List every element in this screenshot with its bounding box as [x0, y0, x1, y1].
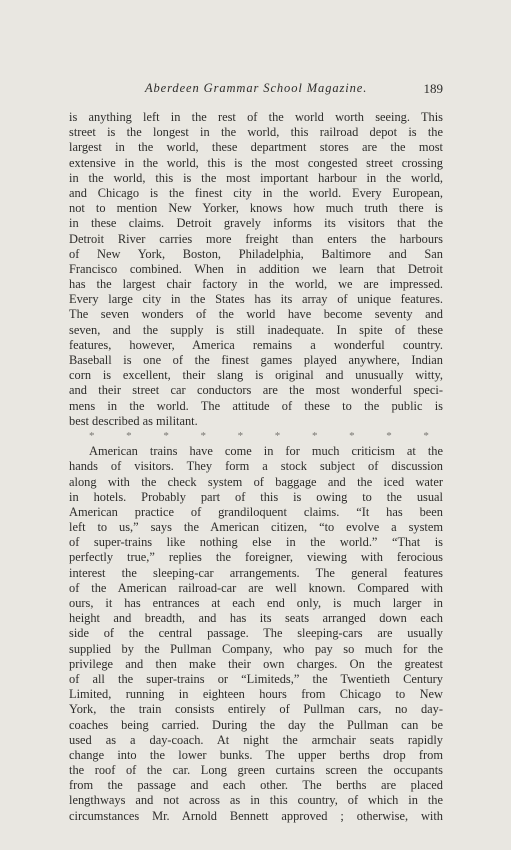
text-line: in these claims. Detroit gravely informs its visitors that the [69, 216, 443, 231]
text-line: privilege and then make their own charges. On the greatest [69, 656, 443, 671]
text-line: and Chicago is the finest city in the world. Every European, [69, 185, 443, 200]
text-line: interest the sleeping-car arrangements. The general features [69, 565, 443, 580]
text-line: height and breadth, and has its seats arranged down each [69, 611, 443, 626]
separator-asterisk: * [349, 429, 355, 442]
text-line: hands of visitors. They form a stock subject of discussion [69, 459, 443, 474]
text-line: the roof of the car. Long green curtains screen the occupants [69, 763, 443, 778]
section-separator [69, 429, 443, 444]
text-line: used as a day-coach. At night the armchair seats rapidly [69, 732, 443, 747]
text-line: in the world, this is the most important harbour in the world, [69, 170, 443, 185]
text-line: The seven wonders of the world have become seventy and [69, 307, 443, 322]
text-line: Detroit River carries more freight than enters the harbours [69, 231, 443, 246]
text-line: has the largest chair factory in the world, we are impressed. [69, 277, 443, 292]
separator-asterisk: * [89, 429, 95, 442]
text-line: American practice of grandiloquent claims. “It has been [69, 504, 443, 519]
page-number: 189 [423, 81, 443, 96]
text-line: circumstances Mr. Arnold Bennett approved ; otherwise, with [69, 808, 443, 823]
text-line: side of the central passage. The sleeping-cars are usually [69, 626, 443, 641]
separator-asterisk: * [423, 429, 429, 442]
separator-asterisk: * [274, 429, 281, 442]
text-line: change into the lower bunks. The upper berths drop from [69, 747, 443, 762]
text-line: largest in the world, these department stores are the most [69, 140, 443, 155]
text-line: and their street car conductors are the most wonderful speci- [69, 383, 443, 398]
text-line: corn is excellent, their slang is original and unusually witty, [69, 368, 443, 383]
running-header [69, 81, 447, 101]
text-line: ours, it has entrances at each end only, is much larger in [69, 596, 443, 610]
separator-asterisk: * [237, 429, 244, 442]
text-line: York, the train consists entirely of Pullman cars, no day- [69, 702, 443, 717]
article-body [69, 110, 443, 824]
text-line: seven, and the supply is still inadequate. In spite of these [69, 322, 443, 337]
text-line: along with the check system of baggage and the iced water [69, 474, 443, 489]
text-line: of the American railroad-car are well known. Compared with [69, 580, 443, 595]
separator-asterisk: * [386, 429, 392, 442]
text-line: mens in the world. The attitude of these to the public is [69, 398, 443, 413]
text-line: of all the super-trains or “Limiteds,” the Twentieth Century [69, 671, 443, 686]
text-line: from the passage and each other. The berths are placed [69, 778, 443, 793]
text-line: left to us,” says the American citizen, “to evolve a system [69, 520, 443, 535]
text-line: in hotels. Probably part of this is owing to the usual [69, 489, 443, 504]
text-line: street is the longest in the world, this railroad depot is the [69, 125, 443, 140]
text-line: features, however, America remains a wonderful country. [69, 337, 443, 352]
text-line: of super-trains like nothing else in the world.” “That is [69, 535, 443, 550]
text-line: lengthways and not across as in this country, of which in the [69, 793, 443, 808]
text-line: Every large city in the States has its array of unique features. [69, 292, 443, 307]
text-line: Limited, running in eighteen hours from Chicago to New [69, 687, 443, 702]
separator-asterisk: * [200, 429, 206, 442]
separator-asterisk: * [163, 429, 169, 442]
text-line: supplied by the Pullman Company, who pay so much for the [69, 641, 443, 656]
text-line: Francisco combined. When in addition we learn that Detroit [69, 261, 443, 276]
text-line: is anything left in the rest of the world worth seeing. This [69, 110, 443, 124]
text-line: Baseball is one of the finest games played anywhere, Indian [69, 353, 443, 367]
text-line: not to mention New Yorker, knows how much truth there is [69, 201, 443, 216]
text-line: of New York, Boston, Philadelphia, Baltimore and San [69, 246, 443, 261]
text-line: extensive in the world, this is the most congested street crossing [69, 155, 443, 170]
running-header-title: Aberdeen Grammar School Magazine. [145, 81, 368, 95]
text-line: perfectly true,” replies the foreigner, viewing with ferocious [69, 550, 443, 565]
separator-asterisk: * [311, 429, 318, 442]
text-line: best described as militant. [69, 413, 198, 428]
paragraph-2 [69, 444, 443, 824]
paragraph-1 [69, 110, 443, 429]
text-line: American trains have come in for much criticism at the [89, 444, 443, 459]
text-line: coaches being carried. During the day the Pullman can be [69, 717, 443, 732]
separator-asterisk: * [126, 429, 132, 442]
